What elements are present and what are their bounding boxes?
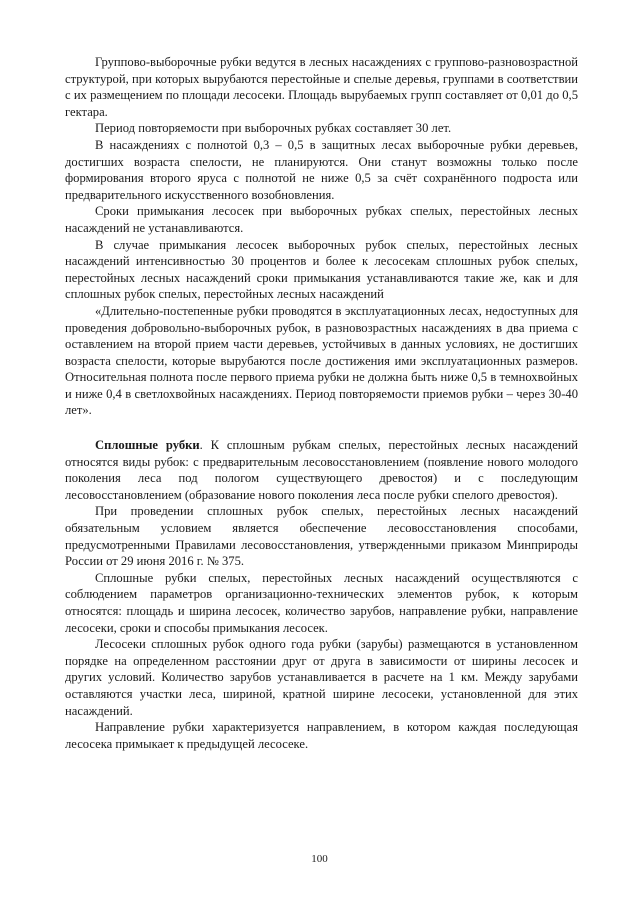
paragraph-quote: «Длительно-постепенные рубки проводятся в эксплуатационных лесах, недоступных для проведения добровольно-выборочных рубок, в разновозрастных насаждениях в два приема с оставлением на второй прием части деревьев, устойчивых в данных условиях, не достигших возраста спелости, которые вырубаются после достижения ими эксплуатационных размеров. Относительная полнота после первого приема рубки не должна быть ниже 0,5 в темнохвойных и ниже 0,4 в светлохвойных насаждениях. Период повторяемости приемов рубки – через 30-40 лет». xyxy=(65,303,578,418)
section-intro-paragraph xyxy=(65,437,578,503)
document-body xyxy=(65,54,578,752)
paragraph: Лесосеки сплошных рубок одного года рубки (зарубы) размещаются в установленном порядке на определенном расстоянии друг от друга в зависимости от ширины лесосек и других условий. Количество зарубов устанавливается в расчете на 1 км. Между зарубами оставляются участки леса, шириной, кратной ширине лесосеки, установленной для этих насаждений. xyxy=(65,637,578,718)
paragraph: Группово-выборочные рубки ведутся в лесных насаждениях с группово-разновозрастной структурой, при которых вырубаются перестойные и спелые деревья, группами в соответствии с их размещением по площади лесосеки. Площадь вырубаемых групп составляет от 0,01 до 0,5 гектара. xyxy=(65,55,578,119)
paragraph: При проведении сплошных рубок спелых, перестойных лесных насаждений обязательным условием является обеспечение лесовосстановления способами, предусмотренными Правилами лесовосстановления, утвержденными приказом Минприроды России от 29 июня 2016 г. № 375. xyxy=(65,504,578,569)
paragraph: Период повторяемости при выборочных рубках составляет 30 лет. xyxy=(95,121,452,136)
section-gap xyxy=(65,419,578,437)
paragraph: В случае примыкания лесосек выборочных рубок спелых, перестойных лесных насаждений интенсивностью 30 процентов и более к лесосекам сплошных рубок спелых, перестойных лесных насаждений сроки примыкания устанавливаются такие же, как и для сплошных рубок спелых, перестойных лесных насаждений xyxy=(65,237,578,302)
section-intro-text: . К сплошным рубкам спелых, перестойных лесных насаждений относятся виды рубок: с предварительным лесовосстановлением (появление нового молодого поколения леса под пологом существующего древостоя) и с последующим лесовосстановлением (образование нового поколения леса после рубки спелого древостоя). xyxy=(65,438,579,502)
paragraph: В насаждениях с полнотой 0,3 – 0,5 в защитных лесах выборочные рубки деревьев, достигших возраста спелости, не планируются. Они станут возможны только после формирования второго яруса с полнотой не ниже 0,5 за счёт сохранённого подроста или предварительного искусственного возобновления. xyxy=(65,137,578,202)
paragraph: Сплошные рубки спелых, перестойных лесных насаждений осуществляются с соблюдением параметров организационно-технических элементов рубок, к которым относятся: площадь и ширина лесосек, количество зарубов, направление рубки, направление лесосеки, сроки и способы примыкания лесосек. xyxy=(65,570,578,635)
paragraph: Направление рубки характеризуется направлением, в котором каждая последующая лесосека примыкает к предыдущей лесосеке. xyxy=(65,720,578,751)
section-heading: Сплошные рубки xyxy=(95,438,200,453)
page-number: 100 xyxy=(311,853,328,865)
paragraph: Сроки примыкания лесосек при выборочных рубках спелых, перестойных лесных насаждений не устанавливаются. xyxy=(65,204,578,235)
